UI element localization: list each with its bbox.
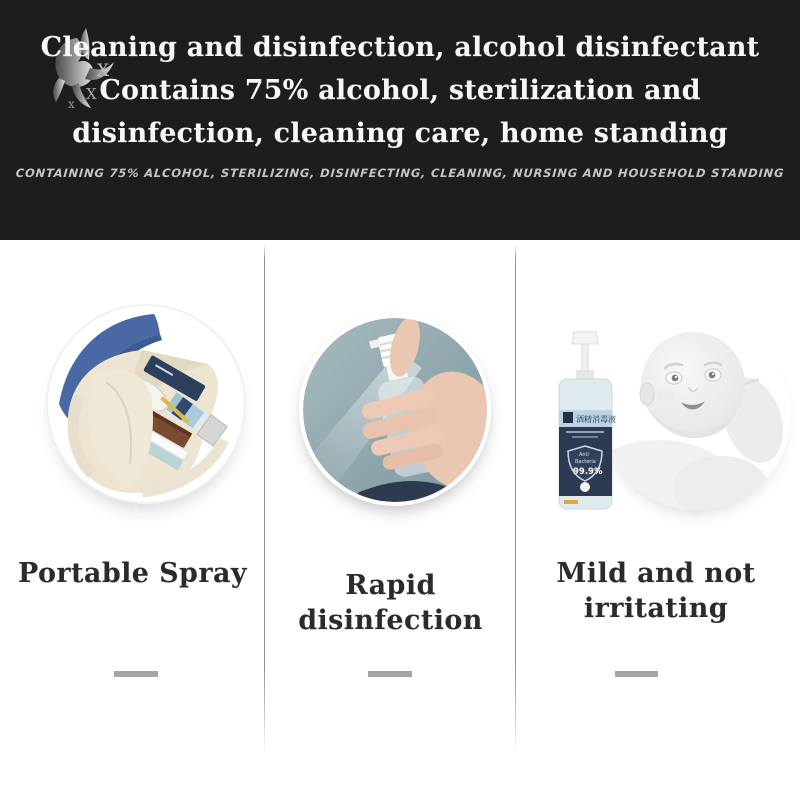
underline-dash-3	[615, 671, 658, 677]
feature-image-rapid-disinfection	[299, 314, 491, 506]
underline-dash-1	[114, 671, 158, 677]
feature-image-mild	[601, 320, 791, 510]
shield-text-1: Anti	[579, 452, 589, 458]
sub-title: CONTAINING 75% ALCOHOL, STERILIZING, DISINFECTING, CLEANING, NURSING AND HOUSEHOLD STANDING	[15, 166, 785, 180]
title-line-2: Contains 75% alcohol, sterilization and	[99, 75, 701, 106]
column-divider-right	[515, 244, 516, 757]
shield-text-2: Bacteria	[575, 459, 596, 465]
caption-mild: Mild and not irritating	[556, 558, 756, 624]
bottle-label-cn: 酒精消毒液	[576, 415, 616, 424]
title-line-3: disinfection, cleaning care, home standing	[72, 118, 728, 149]
product-bottle	[552, 330, 620, 512]
header-banner	[0, 0, 800, 240]
hand-spray-illustration	[303, 318, 487, 502]
underline-dash-2	[368, 671, 412, 677]
logo-mark-medium: X	[86, 85, 97, 103]
baby-illustration	[601, 320, 791, 510]
logo-mark-small: x	[68, 97, 75, 111]
main-title	[0, 26, 800, 155]
feature-image-portable-spray	[46, 304, 246, 504]
shield-percent: 99.9%	[573, 467, 603, 477]
caption-portable-spray: Portable Spray	[18, 558, 247, 589]
caption-rapid-disinfection: Rapid disinfection	[298, 570, 483, 636]
title-line-1: Cleaning and disinfection, alcohol disinfectant	[40, 32, 760, 63]
logo-mark-large: X	[97, 61, 110, 81]
column-divider-left	[264, 244, 265, 757]
tote-bag-illustration	[46, 304, 246, 504]
